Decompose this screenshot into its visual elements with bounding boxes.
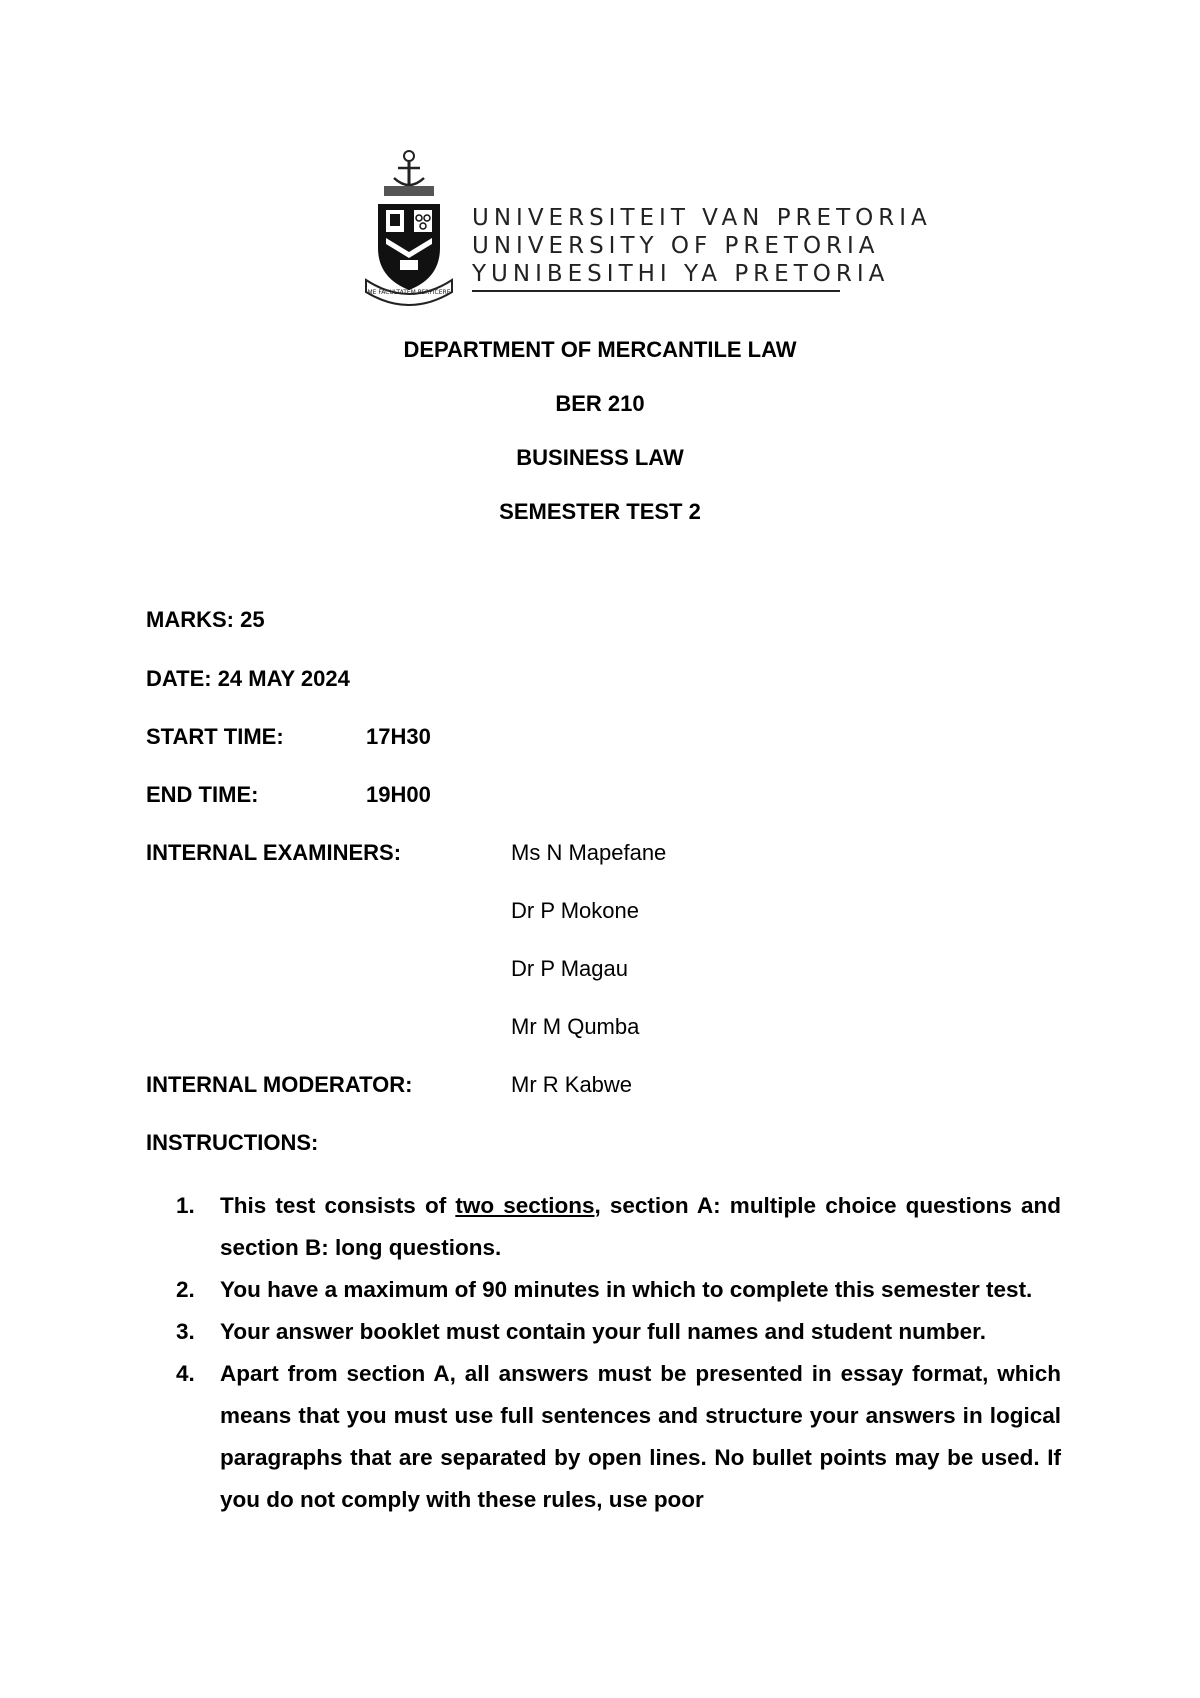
moderator-name: Mr R Kabwe xyxy=(511,1072,633,1097)
internal-examiners-label: INTERNAL EXAMINERS: xyxy=(146,840,402,865)
department-title: DEPARTMENT OF MERCANTILE LAW xyxy=(403,337,797,362)
instructions-heading: INSTRUCTIONS: xyxy=(146,1130,319,1155)
start-time-label: START TIME: xyxy=(146,724,284,749)
instruction-text: Apart from section A, all answers must be presented in essay format, which means that you must use full sentences and structure your answers in logical paragraphs that are separated by open lines. No bullet points may be used. If you do not comply with these rules, use poor xyxy=(220,1361,1061,1512)
university-name-afrikaans: UNIVERSITEIT VAN PRETORIA xyxy=(472,205,932,231)
instruction-underlined-text: two sections xyxy=(455,1193,595,1218)
instructions-list xyxy=(176,1185,1061,1521)
internal-moderator-label: INTERNAL MODERATOR: xyxy=(146,1072,413,1097)
university-logo xyxy=(364,148,932,306)
test-title: SEMESTER TEST 2 xyxy=(499,499,701,524)
examiner-name: Mr M Qumba xyxy=(511,1014,640,1039)
university-names xyxy=(472,204,932,288)
examiner-name: Dr P Magau xyxy=(511,956,628,981)
course-code: BER 210 xyxy=(555,391,645,416)
marks: MARKS: 25 xyxy=(146,607,265,632)
instruction-text: You have a maximum of 90 minutes in which to complete this semester test. xyxy=(220,1277,1033,1302)
university-name-sepedi: YUNIBESITHI YA PRETORIA xyxy=(472,261,890,287)
crest-motto: ME FACULTATEM PERFICERE xyxy=(367,289,451,296)
instruction-item xyxy=(176,1353,1061,1521)
course-name: BUSINESS LAW xyxy=(516,445,684,470)
instruction-item xyxy=(176,1269,1061,1311)
instruction-number: 3. xyxy=(176,1319,195,1344)
start-time-value: 17H30 xyxy=(366,724,431,749)
university-crest-icon xyxy=(364,148,454,306)
end-time-value: 19H00 xyxy=(366,782,431,807)
instruction-item xyxy=(176,1311,1061,1353)
instruction-text: This test consists of xyxy=(220,1193,456,1218)
date: DATE: 24 MAY 2024 xyxy=(146,666,350,691)
instruction-text: Your answer booklet must contain your full names and student number. xyxy=(220,1319,986,1344)
instruction-number: 4. xyxy=(176,1361,195,1386)
instruction-number: 1. xyxy=(176,1193,195,1218)
university-name-english: UNIVERSITY OF PRETORIA xyxy=(472,233,880,259)
instruction-text: , section A: multiple choice questions and section B: long questions. xyxy=(220,1193,1061,1260)
instruction-item xyxy=(176,1185,1061,1269)
examiner-name: Ms N Mapefane xyxy=(511,840,667,865)
logo-underline xyxy=(472,290,840,292)
end-time-label: END TIME: xyxy=(146,782,259,807)
examiner-name: Dr P Mokone xyxy=(511,898,639,923)
instruction-number: 2. xyxy=(176,1277,195,1302)
